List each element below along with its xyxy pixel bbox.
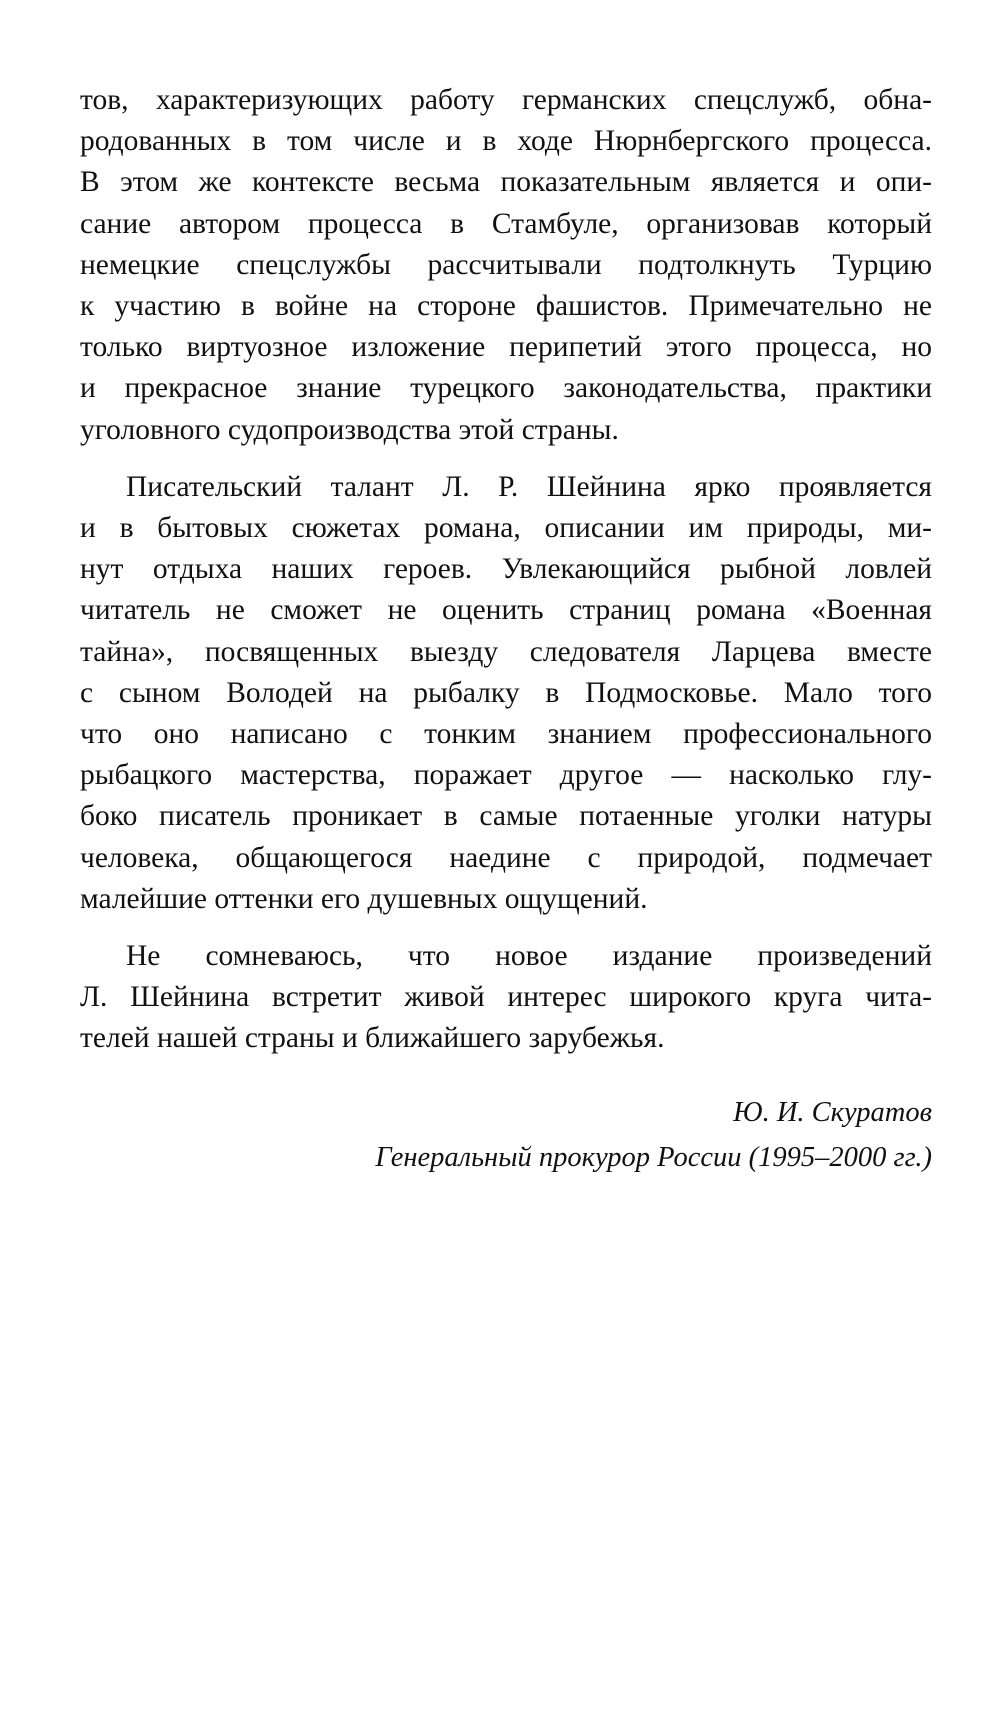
text-line: и в бытовых сюжетах романа, описании им природы, ми- bbox=[80, 512, 932, 545]
paragraph-1 bbox=[80, 80, 932, 451]
text-line: малейшие оттенки его душевных ощущений. bbox=[80, 882, 648, 915]
text-line: тов, характеризующих работу германских спецслужб, обна- bbox=[80, 84, 932, 116]
text-line: только виртуозное изложение перипетий этого процесса, но bbox=[80, 331, 932, 364]
paragraph-2 bbox=[80, 467, 932, 920]
text-line: родованных в том числе и в ходе Нюрнбергского процесса. bbox=[80, 125, 932, 158]
text-line: боко писатель проникает в самые потаенные уголки натуры bbox=[80, 800, 932, 833]
text-line: тайна», посвященных выезду следователя Ларцева вместе bbox=[80, 635, 932, 668]
text-line: что оно написано с тонким знанием профессионального bbox=[80, 718, 932, 751]
text-line: читатель не сможет не оценить страниц романа «Военная bbox=[80, 594, 932, 627]
text-line: Не сомневаюсь, что новое издание произведений bbox=[126, 940, 932, 973]
text-line: к участию в войне на стороне фашистов. Примечательно не bbox=[80, 290, 932, 323]
text-line: человека, общающегося наедине с природой, подмечает bbox=[80, 841, 932, 874]
text-line: В этом же контексте весьма показательным является и опи- bbox=[80, 166, 932, 199]
text-line: немецкие спецслужбы рассчитывали подтолкнуть Турцию bbox=[80, 248, 932, 281]
signature-name: Ю. И. Скуратов bbox=[733, 1096, 932, 1128]
paragraph-3 bbox=[80, 936, 932, 1060]
text-line: сание автором процесса в Стамбуле, организовав который bbox=[80, 207, 932, 240]
text-line: с сыном Володей на рыбалку в Подмосковье. Мало того bbox=[80, 676, 932, 709]
signature-title: Генеральный прокурор России (1995–2000 гг.) bbox=[375, 1141, 932, 1173]
text-line: уголовного судопроизводства этой страны. bbox=[80, 413, 619, 446]
signature-block bbox=[80, 1090, 932, 1180]
text-line: нут отдыха наших героев. Увлекающийся рыбной ловлей bbox=[80, 553, 932, 586]
text-line: телей нашей страны и ближайшего зарубежья. bbox=[80, 1022, 665, 1055]
text-line: Писательский талант Л. Р. Шейнина ярко проявляется bbox=[126, 470, 932, 503]
text-line: рыбацкого мастерства, поражает другое — насколько глу- bbox=[80, 759, 932, 792]
document-page bbox=[80, 80, 932, 1180]
text-line: Л. Шейнина встретит живой интерес широкого круга чита- bbox=[80, 981, 932, 1014]
text-line: и прекрасное знание турецкого законодательства, практики bbox=[80, 372, 932, 405]
